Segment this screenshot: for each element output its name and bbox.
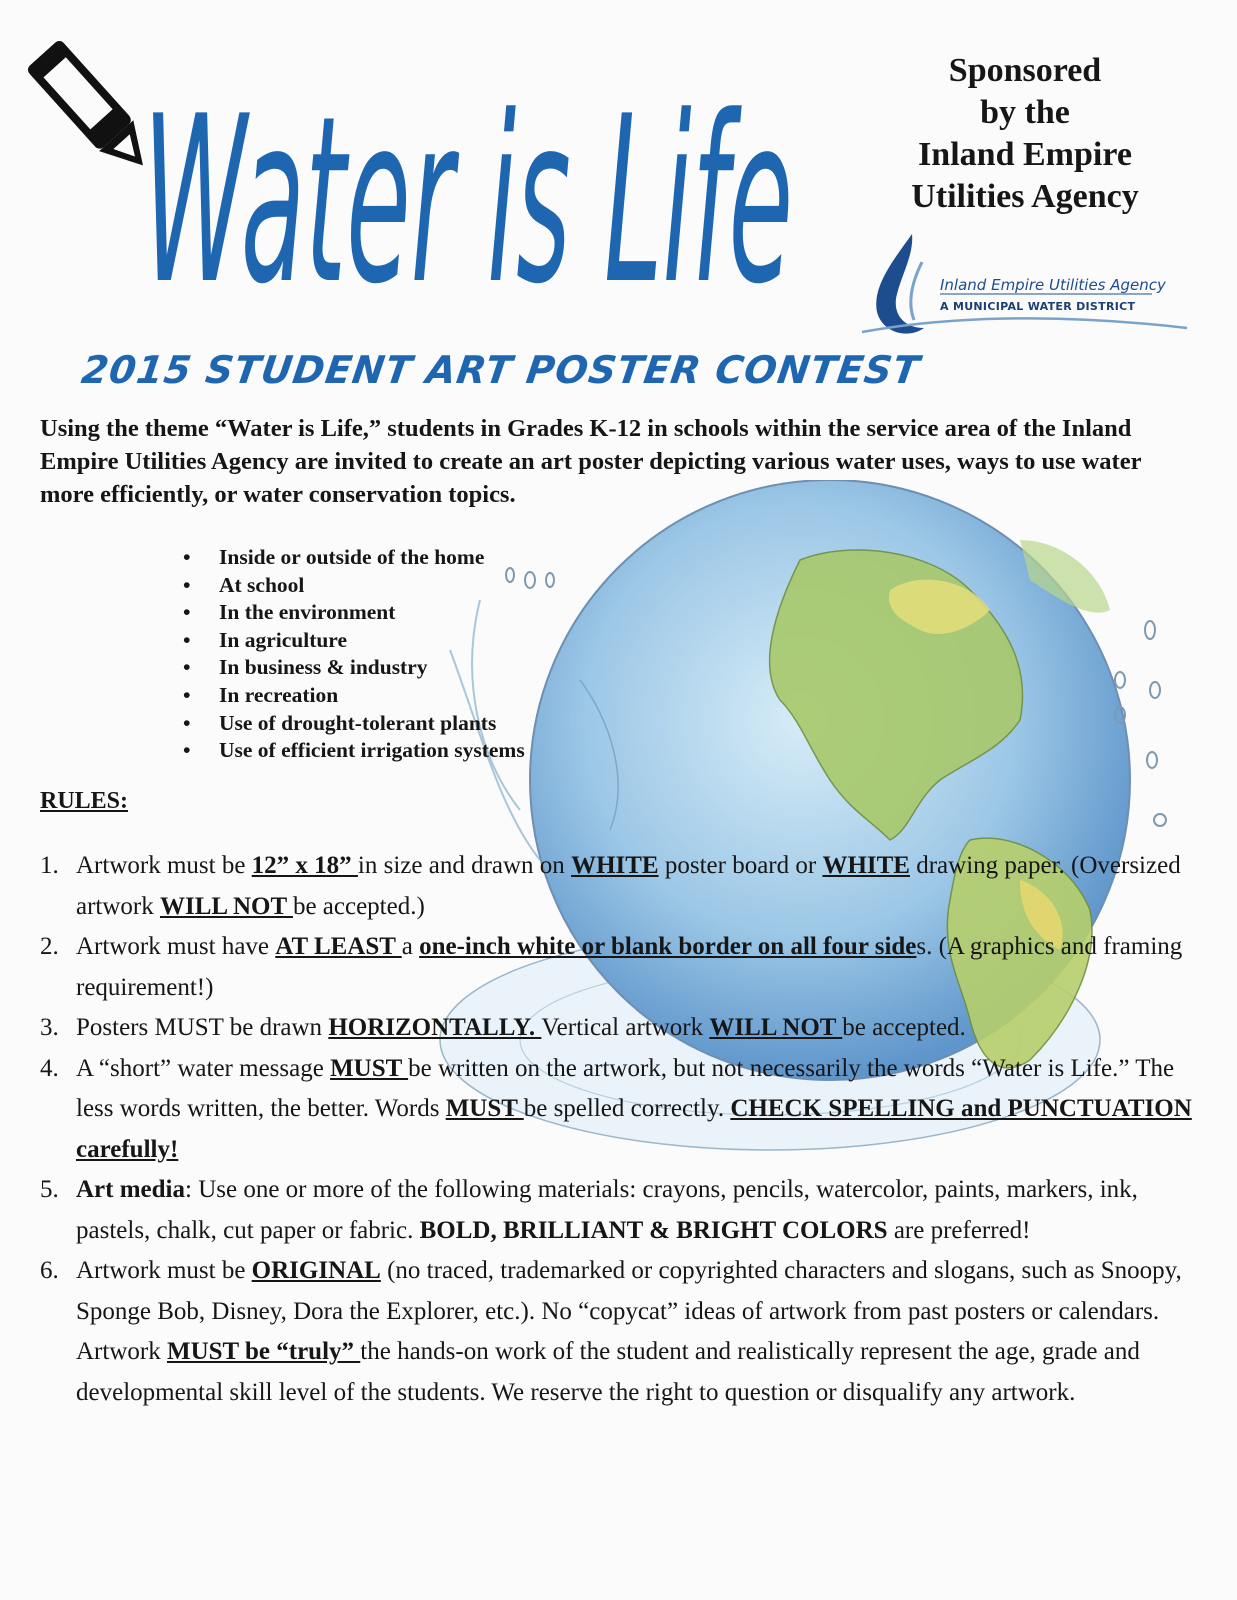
rule-text: the hands-on work of the student and realistically represent the age, grade and developmental skill level of the students. We reserve the right to question or disqualify any artwork. [76, 1338, 1140, 1406]
rule-emphasis: 12” x 18” [251, 852, 358, 879]
logo-title: Water is Life [143, 68, 793, 335]
rule-item [40, 1008, 1200, 1049]
rule-text: (no traced, trademarked or copyrighted characters and slogans, such as Snoopy, Sponge Bob, Disney, Dora the Explorer, etc.). No “copycat” ideas of artwork from past posters or calendars. Artwork [76, 1257, 1182, 1365]
rule-text: a [401, 933, 420, 960]
topic-item: • In recreation [183, 682, 525, 710]
topic-item: • In business & industry [183, 654, 525, 682]
rules-heading: RULES: [40, 788, 129, 814]
rule-bold: BOLD, BRILLIANT & BRIGHT COLORS [419, 1216, 888, 1244]
topic-item: • Inside or outside of the home [183, 544, 525, 572]
rule-emphasis: ORIGINAL [251, 1257, 381, 1284]
topic-item: • In agriculture [183, 627, 525, 655]
rule-text: Artwork must have [76, 933, 276, 960]
rule-emphasis: one-inch white or blank border on all four side [419, 933, 917, 960]
rule-item [40, 1049, 1200, 1171]
water-is-life-logo [28, 20, 808, 350]
rule-emphasis: WHITE [571, 852, 659, 879]
sponsor-line: by the [980, 94, 1070, 131]
rule-text: poster board or [658, 852, 823, 879]
topic-item: • In the environment [183, 599, 525, 627]
agency-name: Inland Empire Utilities Agency [940, 276, 1166, 294]
rule-text: Artwork must be [76, 852, 252, 879]
rule-item [40, 846, 1200, 927]
rule-emphasis: MUST [445, 1095, 524, 1122]
rule-emphasis: AT LEAST [275, 933, 402, 960]
rule-number: 6. [40, 1257, 59, 1284]
rule-text: drawing paper. (Oversized artwork [76, 852, 1181, 920]
contest-subtitle: 2015 STUDENT ART POSTER CONTEST [78, 348, 923, 392]
rule-emphasis: MUST [330, 1054, 409, 1082]
rule-bold: Art media [76, 1176, 185, 1203]
rule-text: in size and drawn on [357, 852, 572, 879]
rule-text: be written on the artwork, but not necessarily the words “Water is Life.” The less words written, the better. Words [76, 1054, 1175, 1122]
rule-number: 4. [40, 1054, 59, 1082]
rule-emphasis: MUST be “truly” [166, 1338, 361, 1365]
intro-paragraph: Using the theme “Water is Life,” students in Grades K-12 in schools within the service area of the Inland Empire Utilities Agency are invited to create an art poster depicting various water uses, ways to use water more efficiently, or water conservation topics. [40, 415, 1142, 508]
rule-text: be spelled correctly. [523, 1095, 731, 1122]
rule-text: are preferred! [887, 1216, 1031, 1244]
topic-item: • Use of drought-tolerant plants [183, 710, 525, 738]
rule-emphasis: HORIZONTALLY. [328, 1014, 542, 1041]
agency-logo [852, 232, 1192, 344]
rule-emphasis: WHITE [822, 852, 910, 879]
rule-item [40, 1170, 1200, 1251]
rule-text: Artwork must be [76, 1257, 252, 1284]
sponsor-line: Sponsored [948, 52, 1102, 89]
sponsor-line: Inland Empire [918, 136, 1132, 173]
topic-item: • At school [183, 572, 525, 600]
rule-item [40, 927, 1200, 1008]
rule-number: 5. [40, 1176, 59, 1203]
rule-text: A “short” water message [76, 1054, 331, 1082]
sponsor-block [880, 50, 1170, 218]
sponsor-line: Utilities Agency [911, 178, 1139, 215]
rule-emphasis: WILL NOT [709, 1014, 843, 1041]
rule-text: Vertical artwork [541, 1014, 710, 1041]
rule-number: 3. [40, 1014, 59, 1041]
rule-text: be accepted. [842, 1014, 966, 1041]
rule-text: Posters MUST be drawn [76, 1014, 329, 1041]
rules-list [40, 846, 1200, 1413]
rule-emphasis: CHECK SPELLING and PUNCTUATION carefully! [76, 1095, 1192, 1163]
rule-text: be accepted.) [292, 892, 425, 920]
topics-list [183, 544, 525, 765]
agency-subtitle: A MUNICIPAL WATER DISTRICT [940, 300, 1136, 313]
rule-number: 1. [40, 852, 59, 879]
topic-item: • Use of efficient irrigation systems [183, 737, 525, 765]
rule-item [40, 1251, 1200, 1413]
rule-text: : Use one or more of the following materials: crayons, pencils, watercolor, paints, markers, ink, pastels, chalk, cut paper or fabric. [76, 1176, 1138, 1244]
rule-number: 2. [40, 933, 59, 960]
rule-text: s. (A graphics and framing requirement!) [76, 933, 1183, 1001]
rule-emphasis: WILL NOT [160, 892, 293, 920]
